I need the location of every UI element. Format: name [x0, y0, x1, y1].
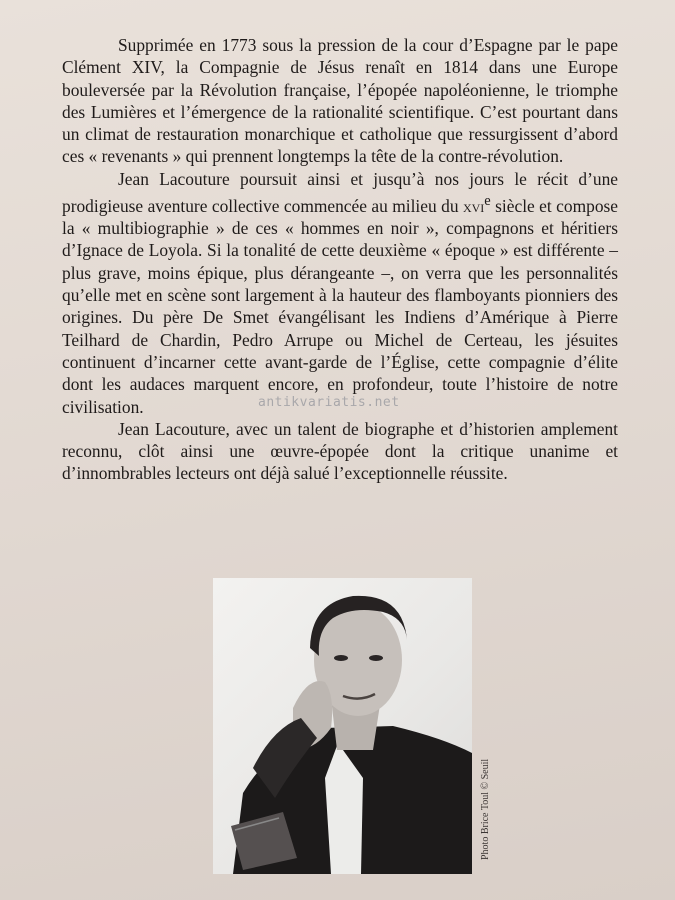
back-cover-text [62, 34, 618, 485]
watermark: antikvariatis.net [258, 395, 400, 410]
paragraph-2 [62, 168, 618, 418]
century-numeral: xvi [462, 195, 485, 216]
author-portrait-photo [213, 578, 472, 874]
century-superscript: e [484, 193, 491, 210]
photo-credit: Photo Brice Toul © Seuil [480, 758, 491, 860]
paragraph-2-end: siècle et compose la « multibiographie » de ces « hommes en noir », compagnons et héritiers d’Ignace de Loyola. Si la tonalité de cette deuxième « époque » est différente – plus grave, moins épique, plus dérangeante –, on verra que les personnalités qu’elle met en scène sont largement à la hauteur des flamboyants pionniers des origines. Du père De Smet évangélisant les Indiens d’Amérique à Pierre Teilhard de Chardin, Pedro Arrupe ou Michel de Certeau, les jésuites continuent d’incarner cette avant-garde de l’Église, cette compagnie d’élite dont les audaces marquent encore, en profondeur, toute l’histoire de notre civilisation. [62, 195, 618, 417]
portrait-illustration [213, 578, 472, 874]
paragraph-1: Supprimée en 1773 sous la pression de la cour d’Espagne par le pape Clément XIV, la Compagnie de Jésus renaît en 1814 dans une Europe bouleversée par la Révolution française, l’épopée napoléonienne, le triomphe des Lumières et l’émergence de la rationalité scientifique. C’est pourtant dans un climat de restauration monarchique et catholique que ressurgissent d’abord ces « revenants » qui prennent longtemps la tête de la contre-révolution. [62, 35, 618, 167]
paragraph-2-start: Jean Lacouture poursuit ainsi et jusqu’à nos jours le récit d’une prodigieuse aventure collective commencée au milieu du [62, 168, 618, 216]
paragraph-3: Jean Lacouture, avec un talent de biographe et d’historien amplement reconnu, clôt ainsi une œuvre-épopée dont la critique unanime et d’innombrables lecteurs ont déjà salué l’exceptionnelle réussite. [62, 418, 618, 484]
